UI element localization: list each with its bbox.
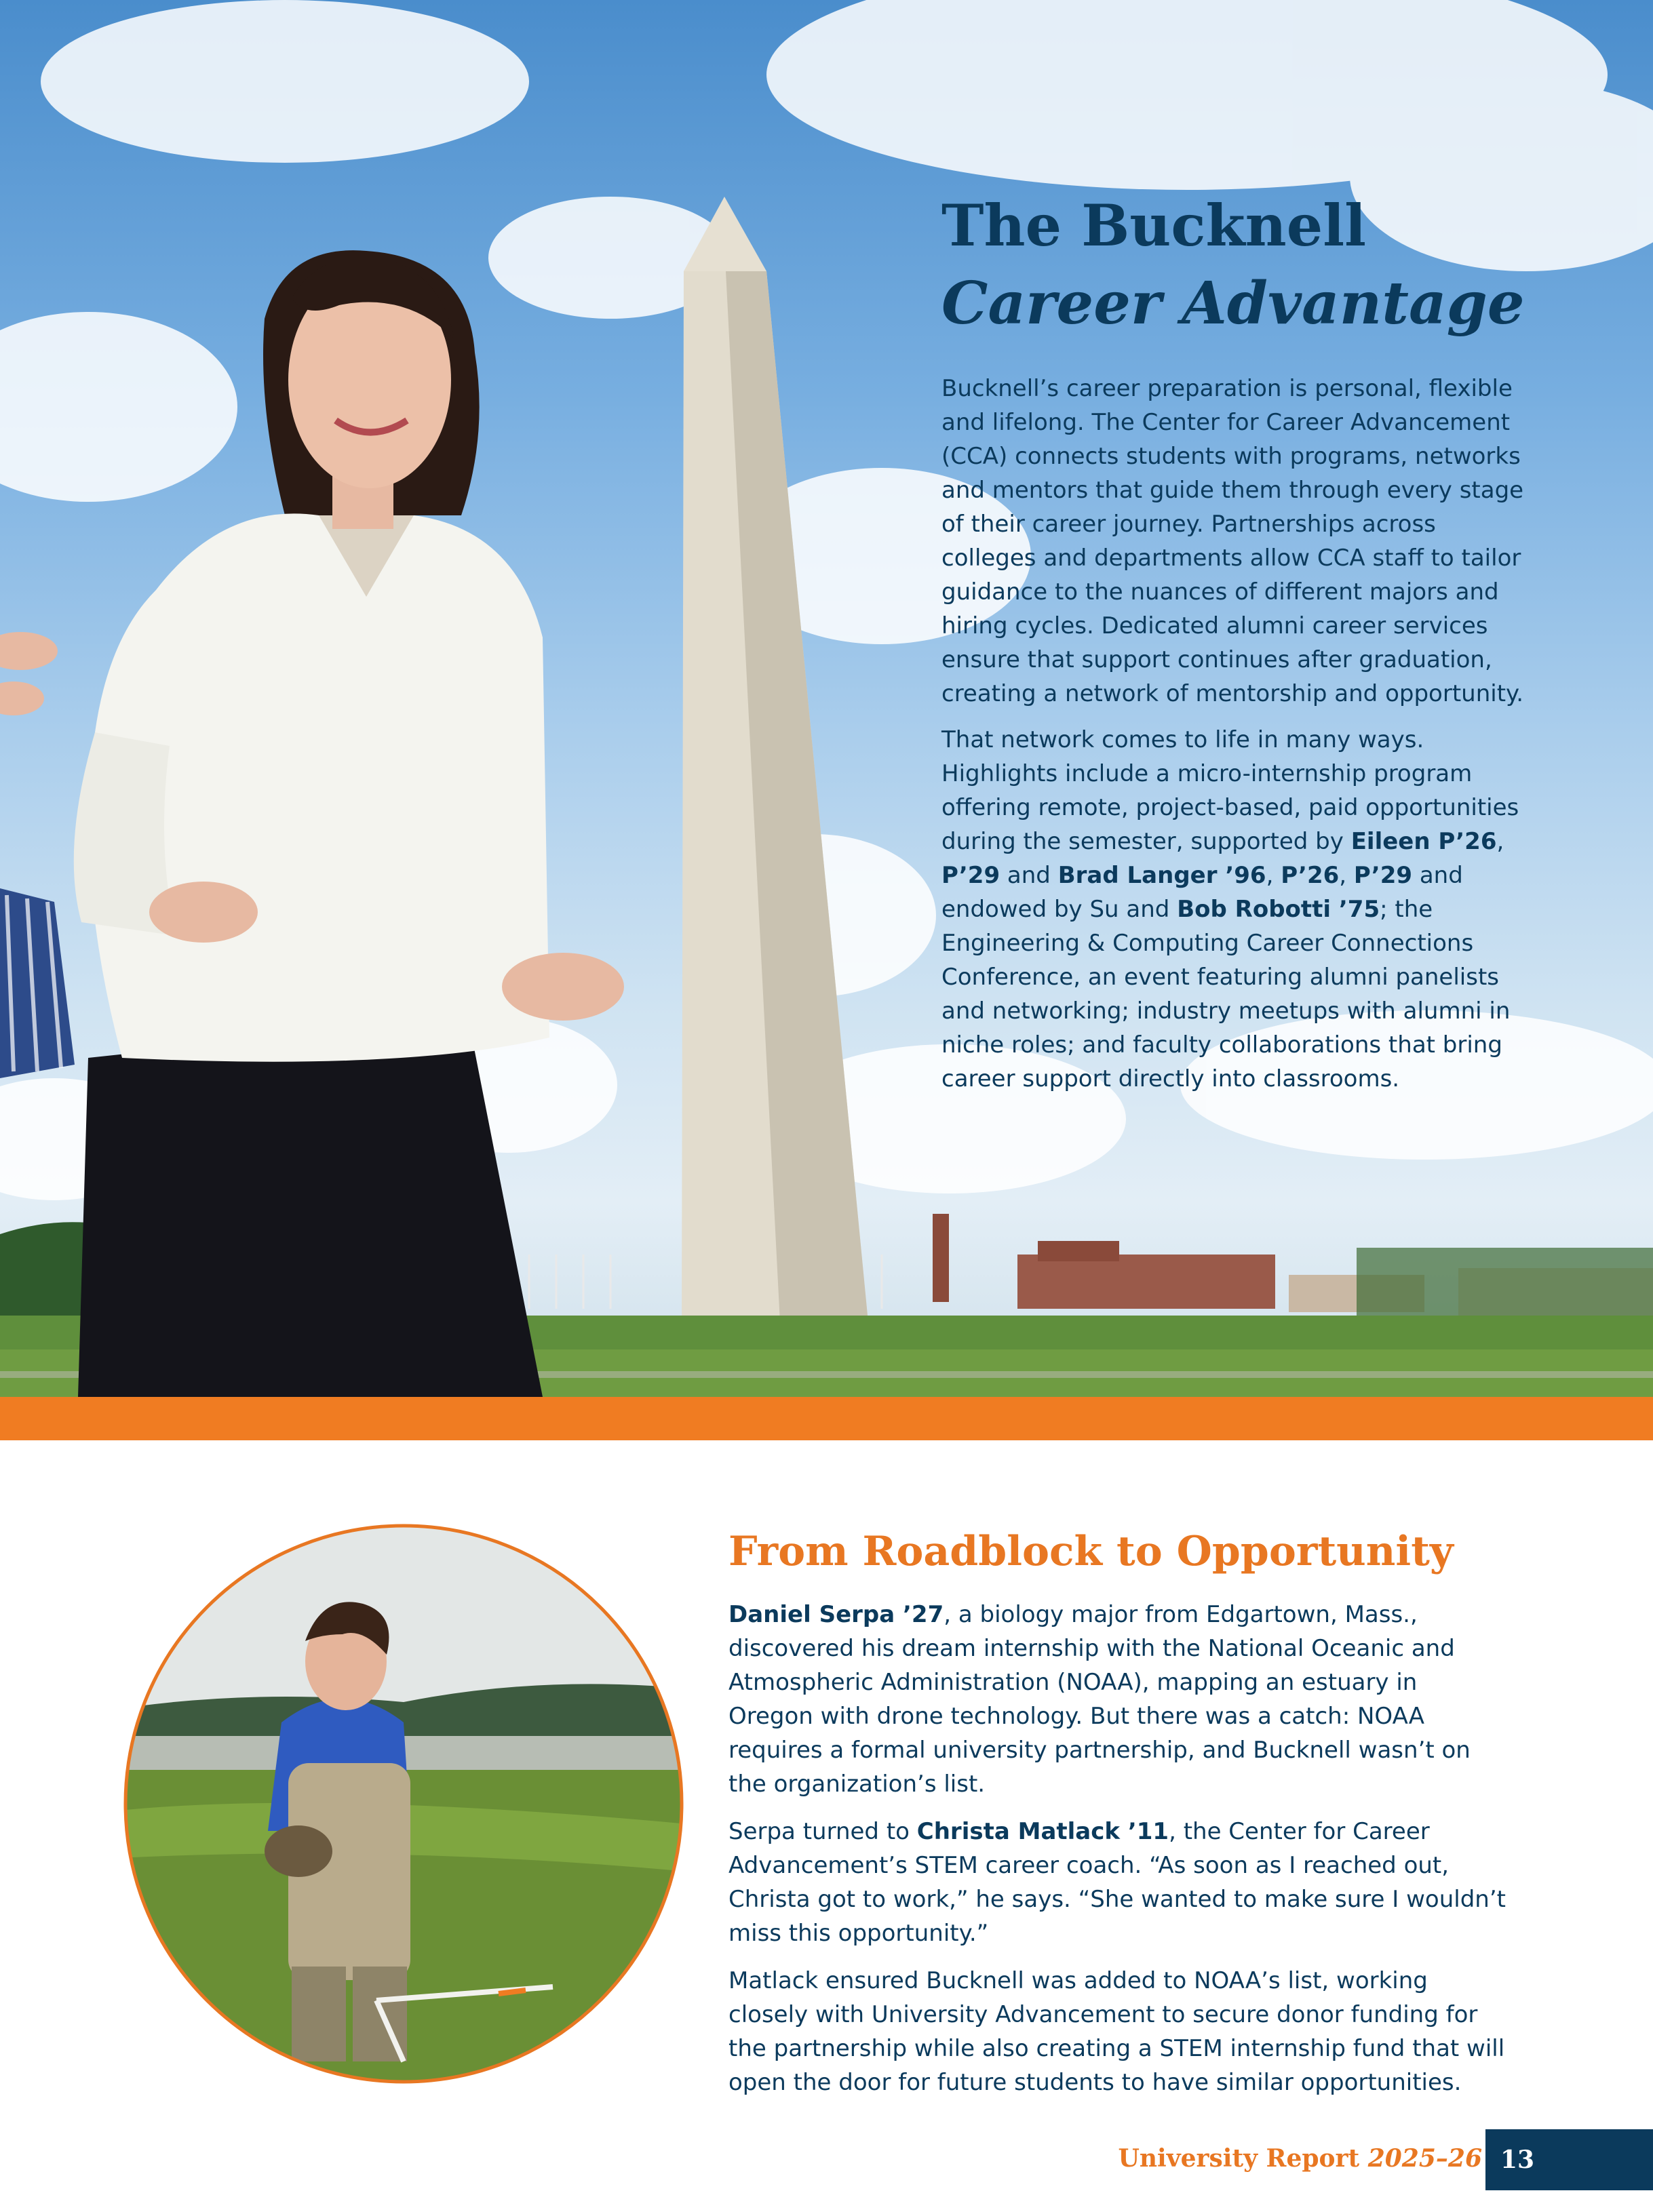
hero-paragraph-2 [941,723,1525,1096]
feature-p2-text: , the Center for Career Advancement’s STEM career coach. “As soon as I reached out, Christa got to work,” he says. “She wanted to make sure I wouldn’t miss this opportunity.” [728,1818,1506,1947]
monument [682,197,868,1322]
separator: , [1266,862,1281,889]
student-circle-photo [119,1519,688,2089]
page-number: 13 [1500,2146,1535,2174]
donor-name: P’26 [1281,862,1340,889]
donor-name: Bob Robotti ’75 [1177,896,1380,923]
estuary-photo [119,1519,688,2089]
distant-buildings [933,1214,1653,1316]
footer-year: 2025–26 [1367,2144,1482,2173]
hero-body [941,372,1525,1108]
feature-paragraph-2 [728,1815,1509,1950]
feature-paragraph-3: Matlack ensured Bucknell was added to NOAA’s list, working closely with University Advancement to secure donor funding for the partnership while also creating a STEM internship fund that will open the door for future students to have similar opportunities. [728,1967,1505,2096]
student-name: Daniel Serpa ’27 [728,1601,944,1628]
footer-publication-label [1118,2141,1482,2175]
footer-label: University Report [1118,2144,1360,2173]
coach-name: Christa Matlack ’11 [916,1818,1169,1845]
separator: , [1496,828,1504,855]
hero-title-line2: Career Advantage [941,269,1525,338]
donor-name: Brad Langer ’96 [1057,862,1266,889]
hero-title [941,189,1593,344]
hero-p2-text: That network comes to life in many ways. Highlights include a micro-internship program offering remote, project-based, paid opportunities during the semester, supported by [941,726,1519,855]
feature-title: From Roadblock to Opportunity [728,1528,1454,1575]
hero-title-line1: The Bucknell [941,192,1367,259]
page-number-box [1485,2129,1653,2190]
donor-name: P’29 [941,862,1000,889]
donor-name: Eileen P’26 [1350,828,1497,855]
feature-paragraph-1 [728,1598,1509,1801]
separator: and endowed by Su and [941,862,1463,923]
orange-divider-band [0,1397,1653,1440]
hero-paragraph-1: Bucknell’s career preparation is personal, flexible and lifelong. The Center for Career Advancement (CCA) connects students with programs, networks and mentors that guide them through every stage of their career journey. Partnerships across colleges and departments allow CCA staff to tailor guidance to the nuances of different majors and hiring cycles. Dedicated alumni career services ensure that support continues after graduation, creating a network of mentorship and opportunity. [941,375,1524,707]
feature-body [728,1598,1509,2113]
feature-p2-pre: Serpa turned to [728,1818,917,1845]
feature-p1-text: , a biology major from Edgartown, Mass., discovered his dream internship with the National Oceanic and Atmospheric Administration (NOAA), mapping an estuary in Oregon with drone technology. But there was a catch: NOAA requires a formal university partnership, and Bucknell wasn’t on the organization’s list. [728,1601,1471,1798]
separator: and [1000,862,1058,889]
hero-p2-text: ; the Engineering & Computing Career Connections Conference, an event featuring alumni panelists and networking; industry meetups with alumni in niche roles; and faculty collaborations that bring career support directly into classrooms. [941,896,1511,1092]
donor-name: P’29 [1353,862,1413,889]
separator: , [1339,862,1354,889]
